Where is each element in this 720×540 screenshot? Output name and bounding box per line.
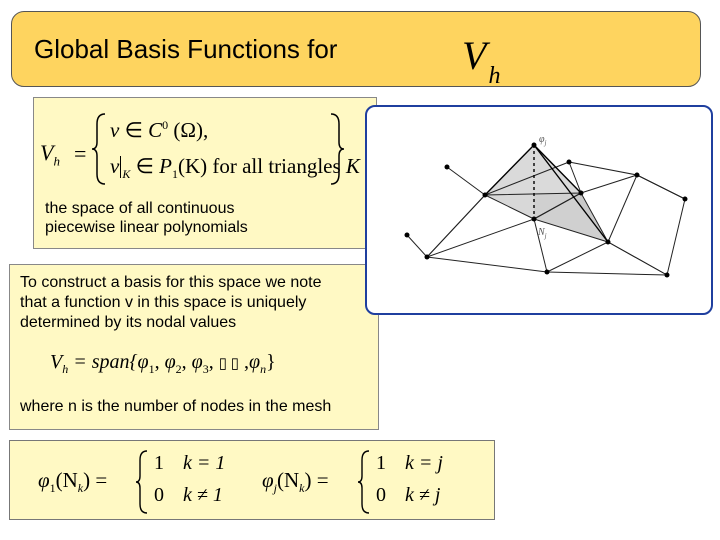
basis-function-figure [365, 105, 713, 315]
basis-para-line-3: determined by its nodal values [20, 314, 237, 331]
formula-box [9, 440, 495, 520]
phij-lhs: $\varphi_j(N_k)$ = [262, 468, 329, 496]
slide-title: Global Basis Functions for [34, 34, 338, 64]
equals-sign: = [74, 141, 87, 166]
phij-case-1: 1 k = j [376, 452, 443, 474]
node-label: $N_j$ [538, 227, 547, 240]
title-math-vh: $V_h$ [462, 33, 501, 89]
definition-desc-line-2: piecewise linear polynomials [45, 219, 248, 236]
definition-box [33, 97, 377, 249]
peak-label: $\varphi_j$ [539, 134, 547, 147]
definition-desc-line-1: the space of all continuous [45, 200, 235, 217]
basis-footer: where n is the number of nodes in the mesh [20, 398, 332, 415]
left-brace-icon [134, 449, 150, 515]
basis-box [9, 264, 379, 430]
set-line-2: v $_K$ ∈ $P_1(K)$ for all triangles K [110, 154, 360, 182]
vh-lhs: $V_h$ [40, 140, 60, 169]
span-formula: $V_h$ = $span\{\varphi_1$, $\varphi_2$, $\varphi_3$, ▯ ▯ $,\varphi_n$} [50, 351, 276, 376]
left-brace-icon [90, 112, 108, 186]
basis-para-line-1: To construct a basis for this space we note [20, 274, 322, 291]
set-line-1: v ∈ $C^0$ (Ω), [110, 118, 209, 142]
phi1-case-1: 1 k = 1 [154, 452, 226, 474]
right-brace-icon [328, 112, 346, 186]
pyramid-mesh-diagram [367, 107, 711, 313]
phi1-case-2: 0 k ≠ 1 [154, 484, 223, 506]
basis-para-line-2: that a function v in this space is uniquely [20, 294, 307, 311]
phij-case-2: 0 k ≠ j [376, 484, 441, 506]
phi1-lhs: $\varphi_1(N_k)$ = [38, 468, 108, 496]
left-brace-icon [356, 449, 372, 515]
